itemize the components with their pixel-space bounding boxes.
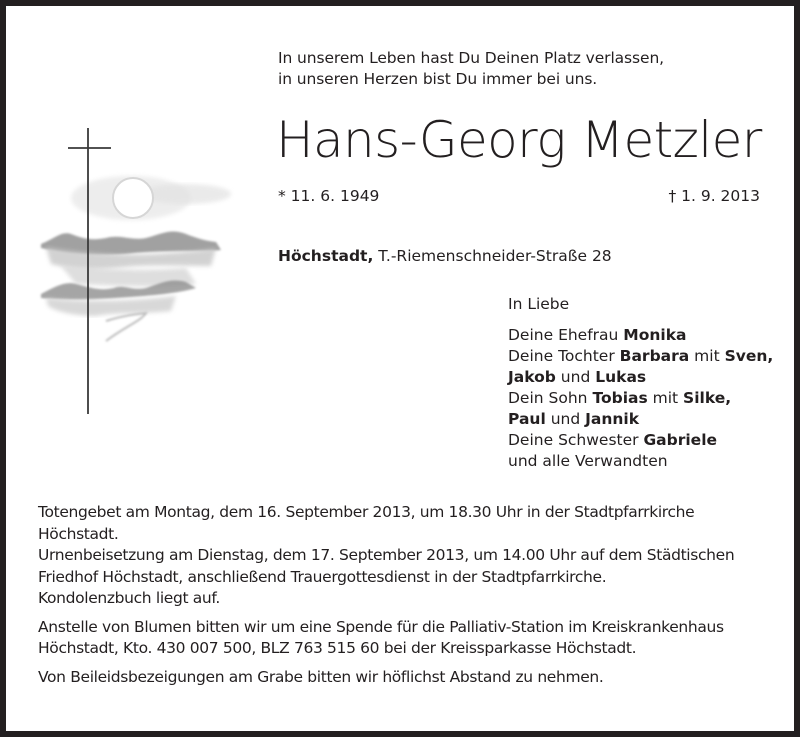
- notice-line: Urnenbeisetzung am Dienstag, dem 17. September 2013, um 14.00 Uhr auf dem Städtischen: [38, 546, 735, 564]
- obituary-page: [6, 6, 794, 731]
- mourner-line: [508, 346, 773, 367]
- cross-landscape-icon: [36, 116, 256, 416]
- mourner-relation: Deine Schwester: [508, 431, 644, 449]
- notice-line: Friedhof Höchstadt, anschließend Trauergottesdienst in der Stadtpfarrkirche.: [38, 567, 607, 586]
- mourner-relation: Dein Sohn: [508, 389, 593, 407]
- memorial-verse: [278, 48, 664, 90]
- notice-line: Anstelle von Blumen bitten wir um eine Spende für die Palliativ-Station im Kreiskrankenhaus: [38, 617, 724, 636]
- mourner-relation: und: [555, 368, 596, 386]
- mourner-relation: mit: [647, 389, 684, 407]
- mourner-name: Monika: [623, 326, 687, 344]
- mourner-name: Gabriele: [643, 431, 718, 449]
- notice-line: Höchstadt.: [38, 524, 119, 543]
- mourner-relation: Deine Ehefrau: [508, 326, 624, 344]
- mourner-name: Jakob: [508, 368, 556, 386]
- mourners-intro: In Liebe: [508, 295, 570, 313]
- address: [278, 246, 612, 266]
- service-notice: [38, 502, 734, 610]
- mourner-name: Barbara: [619, 347, 690, 365]
- mourner-relation: mit: [689, 347, 725, 365]
- condolence-notice: Von Beileidsbezeigungen am Grabe bitten wir höflichst Abstand zu nehmen.: [38, 667, 604, 686]
- mourner-name: Sven,: [724, 347, 774, 365]
- address-town: Höchstadt,: [278, 247, 374, 265]
- donation-notice: [38, 617, 734, 660]
- verse-line: In unserem Leben hast Du Deinen Platz verlassen,: [278, 49, 664, 67]
- deceased-name: Hans-Georg Metzler: [276, 111, 762, 169]
- address-street: T.-Riemenschneider-Straße 28: [373, 247, 612, 265]
- notice-line: Totengebet am Montag, dem 16. September 2013, um 18.30 Uhr in der Stadtpfarrkirche: [38, 503, 695, 521]
- mourner-name: Silke,: [683, 389, 732, 407]
- mourner-line: [508, 325, 773, 346]
- mourner-name: Jannik: [585, 410, 640, 428]
- mourner-line: [508, 409, 773, 430]
- verse-line: in unseren Herzen bist Du immer bei uns.: [278, 70, 598, 88]
- mourner-name: Paul: [508, 410, 546, 428]
- death-date: † 1. 9. 2013: [668, 187, 760, 205]
- birth-date: * 11. 6. 1949: [278, 187, 380, 205]
- mourner-line: [508, 430, 773, 451]
- mourner-name: Tobias: [592, 389, 648, 407]
- mourner-relation: Deine Tochter: [508, 347, 620, 365]
- mourner-relation: und alle Verwandten: [508, 452, 668, 470]
- mourner-name: Lukas: [595, 368, 647, 386]
- mourner-lines: [508, 325, 773, 472]
- mourner-line: [508, 388, 773, 409]
- funeral-notices: [38, 502, 734, 688]
- mourners-list: [508, 294, 773, 472]
- mourner-line: [508, 451, 773, 472]
- mourner-relation: und: [545, 410, 586, 428]
- mourner-line: [508, 367, 773, 388]
- notice-line: Höchstadt, Kto. 430 007 500, BLZ 763 515 60 bei der Kreissparkasse Höchstadt.: [38, 639, 637, 657]
- notice-line: Kondolenzbuch liegt auf.: [38, 589, 220, 607]
